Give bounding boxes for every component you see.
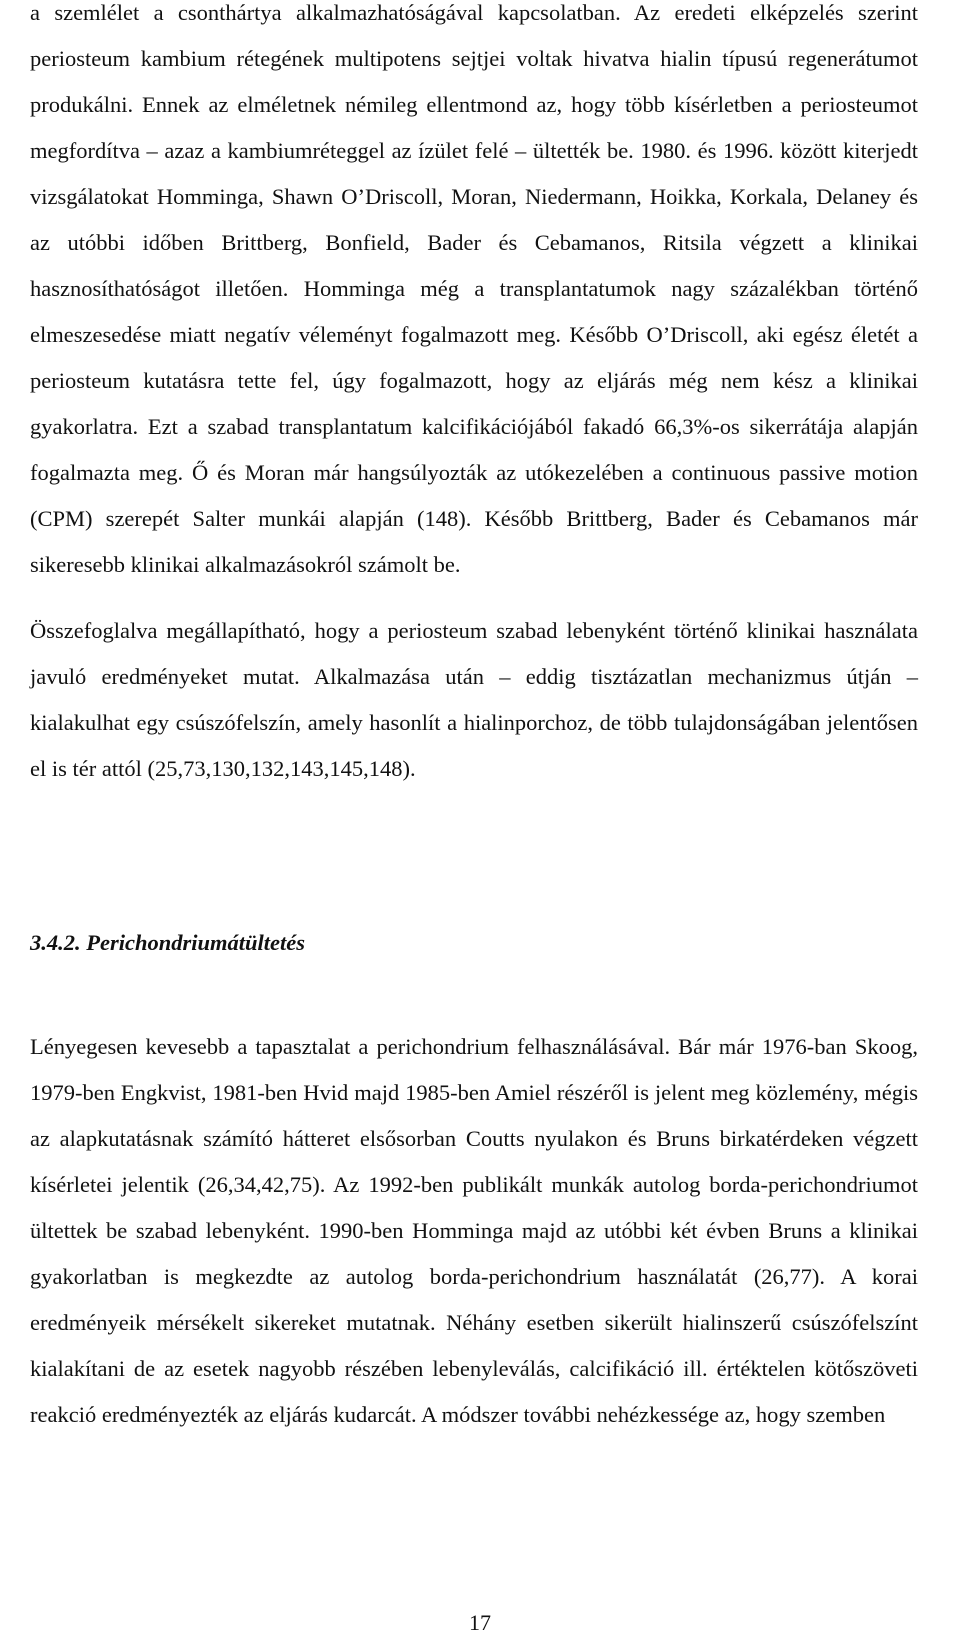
paragraph-perichondrium: Lényegesen kevesebb a tapasztalat a perichondrium felhasználásával. Bár már 1976-ban Skoog, 1979-ben Engkvist, 1981-ben Hvid majd 1985-ben Amiel részéről is jelent meg közlemény, mégis az alapkutatásnak számító hátteret elsősorban Coutts nyulakon és Bruns birkatérdeken végzett kísérletei jelentik (26,34,42,75). Az 1992-ben publikált munkák autolog borda-perichondriumot ültettek be szabad lebenyként. 1990-ben Homminga majd az utóbbi két évben Bruns a klinikai gyakorlatban is megkezdte az autolog borda-perichondrium használatát (26,77). A korai eredményeik mérsékelt sikereket mutatnak. Néhány esetben sikerült hialinszerű csúszófelszínt kialakítani de az esetek nagyobb részében lebenyleválás, calcifikáció ill. értéktelen kötőszöveti reakció eredményezték az eljárás kudarcát. A módszer további nehézkessége az, hogy szemben bbox=[30, 1034, 918, 1427]
page-number: 17 bbox=[469, 1610, 491, 1635]
paragraph-periosteum-history: a szemlélet a csonthártya alkalmazhatóságával kapcsolatban. Az eredeti elképzelés szerint periosteum kambium rétegének multipotens sejtjei voltak hivatva hialin típusú regenerátumot produkálni. Ennek az elméletnek némileg ellentmond az, hogy több kísérletben a periosteumot megfordítva – azaz a kambiumréteggel az ízület felé – ültették be. 1980. és 1996. között kiterjedt vizsgálatokat Homminga, Shawn O’Driscoll, Moran, Niedermann, Hoikka, Korkala, Delaney és az utóbbi időben Brittberg, Bonfield, Bader és Cebamanos, Ritsila végzett a klinikai hasznosíthatóságot illetően. Homminga még a transplantatumok nagy százalékban történő elmeszesedése miatt negatív véleményt fogalmazott meg. Később O’Driscoll, aki egész életét a periosteum kutatásra tette fel, úgy fogalmazott, hogy az eljárás még nem kész a klinikai gyakorlatra. Ezt a szabad transplantatum kalcifikációjából fakadó 66,3%-os sikerrátája alapján fogalmazta meg. Ő és Moran már hangsúlyozták az utókezelében a continuous passive motion (CPM) szerepét Salter munkái alapján (148). Később Brittberg, Bader és Cebamanos már sikeresebb klinikai alkalmazásokról számolt be. bbox=[30, 0, 918, 577]
paragraph-periosteum-summary: Összefoglalva megállapítható, hogy a periosteum szabad lebenyként történő klinikai használata javuló eredményeket mutat. Alkalmazása után – eddig tisztázatlan mechanizmus útján – kialakulhat egy csúszófelszín, amely hasonlít a hialinporchoz, de több tulajdonságában jelentősen el is tér attól (25,73,130,132,143,145,148). bbox=[30, 618, 918, 781]
section-heading: 3.4.2. Perichondriumátültetés bbox=[30, 930, 306, 955]
